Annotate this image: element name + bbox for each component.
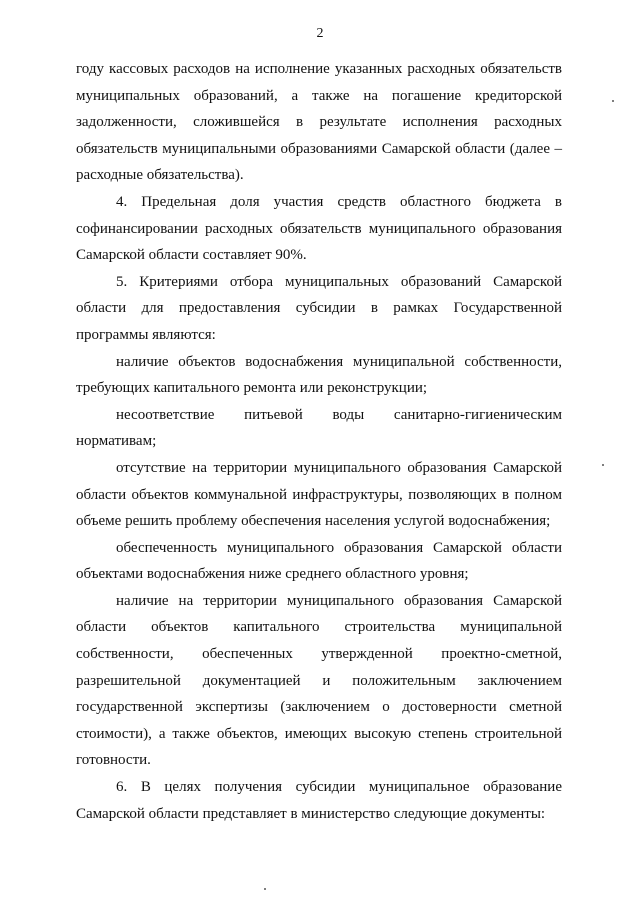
text-line: 4. Предельная доля участия средств областного бюджета в <box>116 193 562 210</box>
scan-speck <box>264 888 266 890</box>
text-line: объеме решить проблему обеспечения населения услугой водоснабжения; <box>76 513 551 530</box>
text-line: наличие объектов водоснабжения муниципальной собственности, <box>116 353 562 370</box>
text-line: объектами водоснабжения ниже среднего областного уровня; <box>76 566 469 583</box>
text-line: готовности. <box>76 752 151 769</box>
scan-speck <box>612 100 614 102</box>
text-line: разрешительной документацией и положительным заключением <box>76 672 562 689</box>
text-line: программы являются: <box>76 326 216 343</box>
text-line: государственной экспертизы (заключением о достоверности сметной <box>76 699 562 716</box>
text-line: Самарской области составляет 90%. <box>76 247 307 264</box>
text-line: несоответствие питьевой воды санитарно-гигиеническим <box>116 406 562 423</box>
text-line: 5. Критериями отбора муниципальных образований Самарской <box>116 273 562 290</box>
scan-speck <box>602 464 604 466</box>
text-line: расходные обязательства). <box>76 167 244 184</box>
text-line: 6. В целях получения субсидии муниципальное образование <box>116 779 562 796</box>
text-line: Самарской области представляет в министерство следующие документы: <box>76 805 546 822</box>
text-line: собственности, обеспеченных утвержденной проектно-сметной, <box>76 646 562 663</box>
text-line: наличие на территории муниципального образования Самарской <box>116 592 562 609</box>
text-line: задолженности, сложившейся в результате исполнения расходных <box>76 114 562 131</box>
text-line: отсутствие на территории муниципального образования Самарской <box>116 459 562 476</box>
page-number: 2 <box>316 26 324 41</box>
document-body <box>76 56 562 827</box>
text-line: муниципальных образований, а также на погашение кредиторской <box>76 87 562 104</box>
text-line: году кассовых расходов на исполнение указанных расходных обязательств <box>76 61 562 77</box>
text-line: требующих капитального ремонта или реконструкции; <box>76 380 428 397</box>
text-line: области для предоставления субсидии в рамках Государственной <box>76 300 562 317</box>
text-line: стоимости), а также объектов, имеющих высокую степень строительной <box>76 725 562 742</box>
text-line: нормативам; <box>76 433 157 450</box>
text-line: области объектов капитального строительства муниципальной <box>76 619 562 636</box>
text-line: обеспеченность муниципального образования Самарской области <box>116 539 562 556</box>
text-line: области объектов коммунальной инфраструктуры, позволяющих в полном <box>76 486 562 503</box>
text-line: обязательств муниципальными образованиями Самарской области (далее – <box>76 140 562 157</box>
text-line: софинансировании расходных обязательств муниципального образования <box>76 220 562 237</box>
